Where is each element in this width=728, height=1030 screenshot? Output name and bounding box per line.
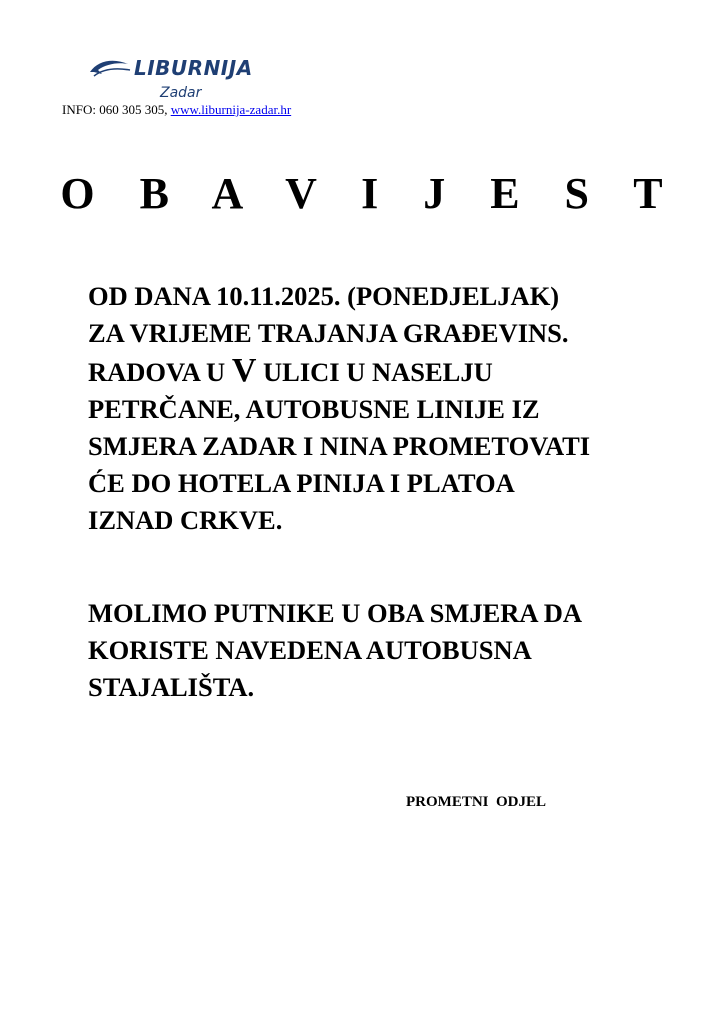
notice-line: ZA VRIJEME TRAJANJA GRAĐEVINS. (88, 318, 569, 348)
notice-line: IZNAD CRKVE. (88, 505, 283, 535)
notice-line: OD DANA 10.11.2025. (PONEDJELJAK) (88, 281, 560, 311)
logo-brand-name: LIBURNIJA (134, 56, 253, 80)
notice-line-big-v: V (231, 352, 257, 389)
notice-line: PETRČANE, AUTOBUSNE LINIJE IZ (88, 394, 540, 424)
notice-title: O B A V I J E S T (60, 169, 680, 218)
info-line (62, 102, 291, 118)
notice-line: MOLIMO PUTNIKE U OBA SMJERA DA (88, 598, 582, 628)
notice-line: ĆE DO HOTELA PINIJA I PLATOA (88, 468, 515, 498)
dolphin-logo-icon (88, 56, 132, 78)
notice-paragraph-2 (88, 595, 688, 706)
signature-department: PROMETNI ODJEL (406, 794, 547, 810)
logo-city-name: Zadar (160, 85, 202, 101)
notice-line (88, 352, 688, 391)
notice-line-part: RADOVA U (88, 357, 232, 387)
notice-line: SMJERA ZADAR I NINA PROMETOVATI (88, 431, 591, 461)
notice-line-part: ULICI U NASELJU (256, 357, 493, 387)
info-phone: INFO: 060 305 305, (62, 102, 171, 117)
notice-paragraph-1 (88, 278, 688, 539)
notice-line: KORISTE NAVEDENA AUTOBUSNA (88, 635, 532, 665)
website-link[interactable]: www.liburnija-zadar.hr (170, 102, 292, 117)
notice-line: STAJALIŠTA. (88, 672, 255, 702)
